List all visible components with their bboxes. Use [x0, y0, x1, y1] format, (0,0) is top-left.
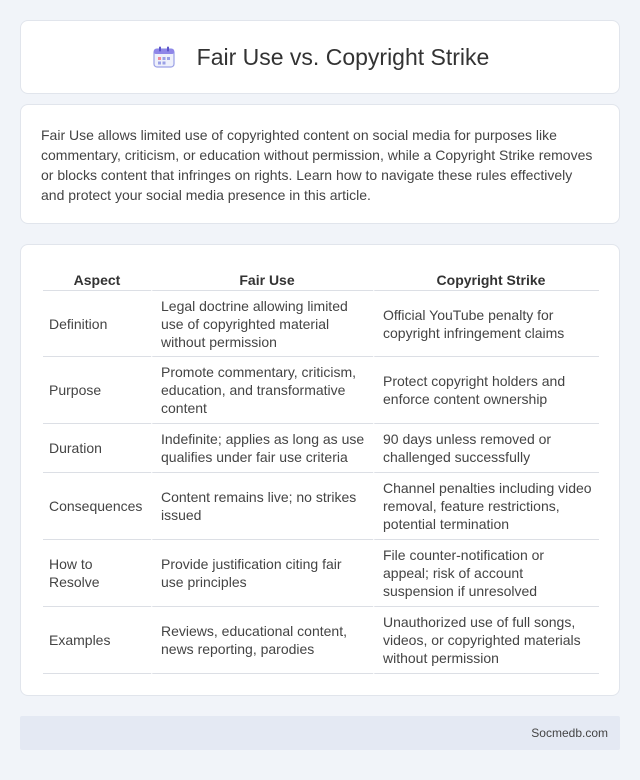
row-fair-use: Provide justification citing fair use principles	[151, 540, 373, 607]
row-aspect: Consequences	[43, 473, 151, 540]
table-row	[43, 357, 599, 424]
row-copyright-strike: Unauthorized use of full songs, videos, or copyrighted materials without permission	[373, 607, 599, 674]
row-fair-use: Legal doctrine allowing limited use of copyrighted material without permission	[151, 291, 373, 357]
page-title: Fair Use vs. Copyright Strike	[196, 43, 490, 70]
comparison-table-card	[20, 244, 620, 696]
comparison-table	[43, 265, 599, 674]
intro-card	[20, 104, 620, 224]
table-row	[43, 291, 599, 357]
footer-site-link[interactable]: Socmedb.com	[531, 726, 608, 740]
calendar-icon	[151, 44, 177, 70]
row-aspect: Examples	[43, 607, 151, 674]
row-copyright-strike: Channel penalties including video removal, feature restrictions, potential termination	[373, 473, 599, 540]
table-row	[43, 424, 599, 473]
row-copyright-strike: File counter-notification or appeal; risk of account suspension if unresolved	[373, 540, 599, 607]
table-row	[43, 473, 599, 540]
row-aspect: How to Resolve	[43, 540, 151, 607]
header-aspect: Aspect	[43, 265, 151, 291]
header-copyright-strike: Copyright Strike	[373, 265, 599, 291]
table-row	[43, 607, 599, 674]
row-copyright-strike: Protect copyright holders and enforce content ownership	[373, 357, 599, 424]
row-fair-use: Indefinite; applies as long as use qualifies under fair use criteria	[151, 424, 373, 473]
row-copyright-strike: 90 days unless removed or challenged successfully	[373, 424, 599, 473]
row-fair-use: Reviews, educational content, news reporting, parodies	[151, 607, 373, 674]
table-row	[43, 540, 599, 607]
title-card	[20, 20, 620, 94]
row-fair-use: Promote commentary, criticism, education, and transformative content	[151, 357, 373, 424]
row-aspect: Duration	[43, 424, 151, 473]
row-fair-use: Content remains live; no strikes issued	[151, 473, 373, 540]
row-aspect: Purpose	[43, 357, 151, 424]
table-header-row	[43, 265, 599, 291]
row-copyright-strike: Official YouTube penalty for copyright infringement claims	[373, 291, 599, 357]
row-aspect: Definition	[43, 291, 151, 357]
header-fair-use: Fair Use	[151, 265, 373, 291]
intro-text: Fair Use allows limited use of copyrighted content on social media for purposes like commentary, criticism, or education without permission, while a Copyright Strike removes or blocks content that infringes on rights. Learn how to navigate these rules effectively and protect your social media presence in this article.	[41, 127, 593, 203]
footer	[20, 716, 620, 750]
